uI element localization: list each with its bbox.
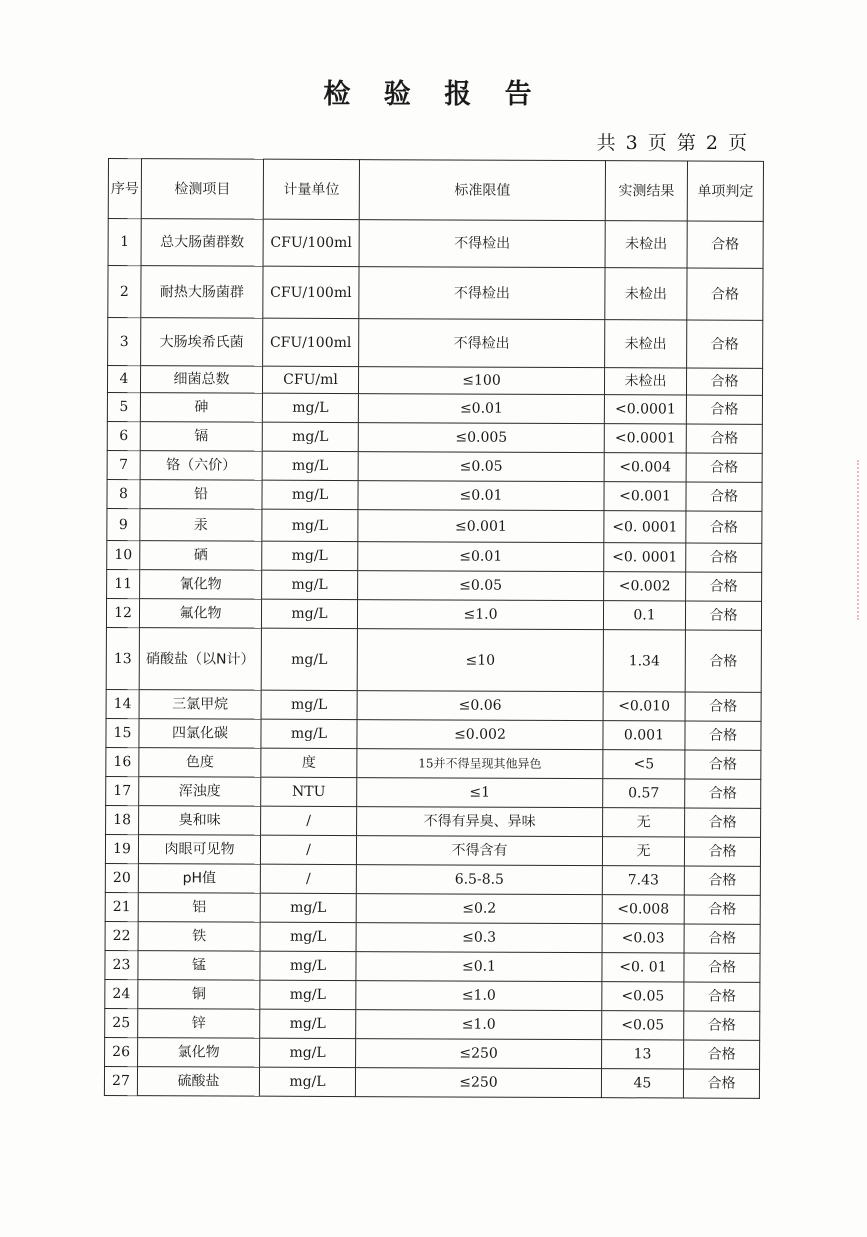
cell-no: 2	[108, 266, 141, 318]
cell-no: 25	[105, 1008, 138, 1037]
cell-standard: 15并不得呈现其他异色	[357, 749, 603, 779]
cell-result: <0.0001	[604, 424, 686, 453]
cell-no: 18	[106, 805, 139, 834]
header-no: 序号	[108, 159, 141, 219]
cell-standard: ≤100	[358, 367, 604, 395]
cell-result: <0. 0001	[604, 511, 686, 543]
cell-standard: 不得检出	[359, 220, 605, 268]
cell-unit: mg/L	[261, 719, 357, 748]
cell-item: 铁	[138, 922, 260, 952]
table-row	[106, 718, 761, 750]
cell-no: 6	[107, 421, 140, 450]
report-title: 检 验 报 告	[323, 79, 544, 110]
table-row	[105, 834, 760, 866]
table-row	[105, 950, 760, 982]
cell-verdict: 合格	[684, 837, 760, 866]
cell-result: 7.43	[602, 866, 684, 895]
table-row	[107, 540, 762, 572]
cell-item: 氯化物	[138, 1038, 260, 1068]
cell-unit: NTU	[261, 777, 357, 806]
cell-result: 1.34	[603, 630, 685, 692]
cell-unit: CFU/100ml	[263, 318, 359, 366]
cell-standard: 不得有异臭、异味	[357, 807, 603, 837]
cell-item: 镉	[140, 422, 262, 452]
cell-verdict: 合格	[685, 692, 761, 721]
cell-unit: mg/L	[261, 690, 357, 719]
cell-no: 1	[108, 219, 141, 266]
cell-standard: 不得检出	[359, 267, 605, 320]
cell-verdict: 合格	[687, 221, 763, 268]
cell-item: 铜	[138, 980, 260, 1010]
cell-no: 19	[105, 834, 138, 863]
cell-result: <0.002	[604, 572, 686, 601]
cell-unit: mg/L	[262, 480, 358, 509]
cell-no: 21	[105, 892, 138, 921]
cell-item: 四氯化碳	[139, 719, 261, 749]
cell-verdict: 合格	[687, 320, 763, 368]
cell-standard: ≤0.05	[358, 452, 604, 482]
header-unit: 计量单位	[263, 159, 359, 219]
cell-standard: ≤10	[357, 629, 603, 692]
cell-no: 14	[106, 689, 139, 718]
cell-unit: mg/L	[260, 951, 356, 980]
cell-verdict: 合格	[687, 268, 763, 320]
cell-unit: mg/L	[262, 422, 358, 451]
table-row	[105, 863, 760, 895]
cell-standard: ≤0.01	[358, 542, 604, 572]
cell-standard: ≤0.002	[357, 720, 603, 750]
table-row	[107, 366, 762, 396]
cell-unit: 度	[261, 748, 357, 777]
cell-no: 11	[107, 569, 140, 598]
cell-result: 0.001	[603, 721, 685, 750]
cell-item: 锰	[138, 951, 260, 981]
cell-standard: ≤0.01	[358, 481, 604, 511]
cell-standard: ≤1.0	[357, 600, 603, 630]
table-row	[105, 1008, 760, 1040]
cell-unit: CFU/100ml	[263, 266, 359, 318]
table-row	[107, 479, 762, 511]
cell-unit: mg/L	[259, 1067, 355, 1096]
cell-standard: ≤250	[355, 1068, 601, 1098]
cell-verdict: 合格	[686, 395, 762, 424]
cell-result: 未检出	[605, 268, 687, 320]
cell-item: 细菌总数	[140, 366, 262, 394]
cell-no: 22	[105, 921, 138, 950]
cell-verdict: 合格	[684, 1040, 760, 1069]
table-row	[107, 450, 762, 482]
cell-result: <0. 0001	[604, 543, 686, 572]
cell-no: 20	[105, 863, 138, 892]
table-row	[106, 689, 761, 721]
cell-verdict: 合格	[685, 721, 761, 750]
cell-no: 10	[107, 540, 140, 569]
cell-standard: ≤0.005	[358, 423, 604, 453]
header-item: 检测项目	[141, 159, 263, 220]
cell-verdict: 合格	[686, 424, 762, 453]
cell-item: 氰化物	[140, 570, 262, 600]
table-row	[108, 219, 763, 269]
cell-item: 锌	[138, 1009, 260, 1039]
cell-verdict: 合格	[686, 511, 762, 543]
cell-result: 未检出	[604, 368, 686, 395]
cell-item: 铬（六价）	[140, 451, 262, 481]
header-result: 实测结果	[605, 161, 687, 221]
cell-item: 硒	[140, 541, 262, 571]
cell-item: 三氯甲烷	[139, 690, 261, 720]
cell-result: <0.004	[604, 453, 686, 482]
cell-no: 5	[107, 392, 140, 421]
table-row	[105, 921, 760, 953]
cell-verdict: 合格	[685, 630, 761, 692]
cell-standard: ≤0.3	[356, 923, 602, 953]
header-row	[108, 159, 763, 222]
cell-verdict: 合格	[684, 924, 760, 953]
table-row	[107, 569, 762, 601]
cell-no: 3	[108, 318, 141, 366]
cell-item: 硫酸盐	[137, 1067, 259, 1097]
cell-unit: /	[261, 806, 357, 835]
table-row	[106, 627, 761, 692]
cell-no: 8	[107, 479, 140, 508]
cell-unit: mg/L	[261, 628, 357, 690]
cell-verdict: 合格	[686, 482, 762, 511]
cell-result: <0.03	[602, 924, 684, 953]
cell-item: 臭和味	[139, 806, 261, 836]
cell-result: <0.05	[602, 982, 684, 1011]
table-row	[106, 805, 761, 837]
cell-unit: CFU/100ml	[263, 219, 359, 266]
cell-result: 0.1	[603, 601, 685, 630]
cell-no: 23	[105, 950, 138, 979]
cell-verdict: 合格	[683, 1069, 759, 1098]
cell-item: 汞	[140, 509, 262, 542]
cell-result: 未检出	[605, 320, 687, 368]
cell-no: 9	[107, 508, 140, 540]
cell-verdict: 合格	[685, 808, 761, 837]
cell-result: <0. 01	[602, 953, 684, 982]
cell-item: 硝酸盐（以N计）	[139, 628, 261, 691]
cell-result: <5	[603, 750, 685, 779]
cell-item: 肉眼可见物	[138, 835, 260, 865]
cell-unit: mg/L	[261, 599, 357, 628]
cell-unit: mg/L	[262, 451, 358, 480]
cell-result: <0.008	[602, 895, 684, 924]
cell-verdict: 合格	[684, 895, 760, 924]
cell-no: 17	[106, 776, 139, 805]
cell-result: <0.010	[603, 692, 685, 721]
cell-no: 13	[106, 627, 139, 689]
cell-item: 浑浊度	[139, 777, 261, 807]
cell-result: <0.0001	[604, 395, 686, 424]
cell-item: 色度	[139, 748, 261, 778]
cell-result: 0.57	[603, 779, 685, 808]
table-row	[105, 979, 760, 1011]
cell-no: 24	[105, 979, 138, 1008]
cell-unit: /	[260, 835, 356, 864]
page-count: 共 3 页 第 2 页	[596, 132, 749, 154]
cell-verdict: 合格	[686, 453, 762, 482]
cell-standard: ≤0.01	[358, 394, 604, 424]
cell-unit: mg/L	[260, 1009, 356, 1038]
cell-verdict: 合格	[685, 779, 761, 808]
cell-item: 大肠埃希氏菌	[141, 318, 263, 367]
cell-result: 45	[601, 1069, 683, 1098]
cell-standard: ≤0.05	[358, 571, 604, 601]
table-row	[107, 421, 762, 453]
cell-unit: mg/L	[262, 509, 358, 541]
cell-verdict: 合格	[685, 601, 761, 630]
cell-unit: mg/L	[260, 1038, 356, 1067]
header-verdict: 单项判定	[687, 161, 763, 221]
cell-standard: ≤1	[357, 778, 603, 808]
cell-item: 总大肠菌群数	[141, 219, 263, 267]
cell-verdict: 合格	[686, 543, 762, 572]
cell-verdict: 合格	[685, 750, 761, 779]
cell-result: <0.001	[604, 482, 686, 511]
cell-standard: ≤0.2	[356, 894, 602, 924]
cell-item: 氟化物	[139, 599, 261, 629]
cell-standard: ≤0.1	[356, 952, 602, 982]
table-row	[108, 266, 763, 321]
cell-item: 铅	[140, 480, 262, 510]
cell-unit: /	[260, 864, 356, 893]
cell-verdict: 合格	[686, 368, 762, 395]
cell-item: 砷	[140, 393, 262, 423]
header-standard: 标准限值	[359, 160, 605, 221]
cell-standard: 不得含有	[356, 836, 602, 866]
table-row	[106, 598, 761, 630]
cell-unit: mg/L	[260, 893, 356, 922]
table-row	[108, 318, 763, 369]
cell-unit: mg/L	[260, 922, 356, 951]
table-row	[107, 508, 762, 543]
cell-no: 7	[107, 450, 140, 479]
cell-verdict: 合格	[684, 953, 760, 982]
cell-result: 无	[603, 808, 685, 837]
cell-verdict: 合格	[684, 982, 760, 1011]
cell-unit: mg/L	[262, 570, 358, 599]
cell-standard: ≤0.001	[358, 510, 604, 543]
cell-unit: CFU/ml	[262, 366, 358, 393]
cell-no: 27	[104, 1066, 137, 1095]
table-row	[106, 776, 761, 808]
cell-result: 无	[602, 837, 684, 866]
cell-verdict: 合格	[684, 866, 760, 895]
cell-no: 4	[107, 366, 140, 393]
cell-item: 耐热大肠菌群	[141, 266, 263, 319]
cell-item: 铝	[138, 893, 260, 923]
cell-standard: 不得检出	[359, 319, 605, 368]
cell-standard: ≤250	[356, 1039, 602, 1069]
cell-verdict: 合格	[684, 1011, 760, 1040]
cell-item: pH值	[138, 864, 260, 894]
table-row	[106, 747, 761, 779]
cell-standard: ≤0.06	[357, 691, 603, 721]
cell-standard: 6.5-8.5	[356, 865, 602, 895]
table-row	[107, 392, 762, 424]
cell-result: 未检出	[605, 221, 687, 268]
cell-no: 26	[105, 1037, 138, 1066]
cell-result: 13	[602, 1040, 684, 1069]
table-row	[104, 1066, 759, 1098]
cell-no: 15	[106, 718, 139, 747]
table-row	[105, 892, 760, 924]
cell-unit: mg/L	[262, 541, 358, 570]
cell-unit: mg/L	[262, 393, 358, 422]
cell-unit: mg/L	[260, 980, 356, 1009]
cell-no: 12	[106, 598, 139, 627]
results-table	[104, 158, 764, 1099]
cell-standard: ≤1.0	[356, 981, 602, 1011]
cell-no: 16	[106, 747, 139, 776]
table-row	[105, 1037, 760, 1069]
cell-result: <0.05	[602, 1011, 684, 1040]
cell-verdict: 合格	[686, 572, 762, 601]
seal-edge-mark	[857, 460, 867, 620]
cell-standard: ≤1.0	[356, 1010, 602, 1040]
